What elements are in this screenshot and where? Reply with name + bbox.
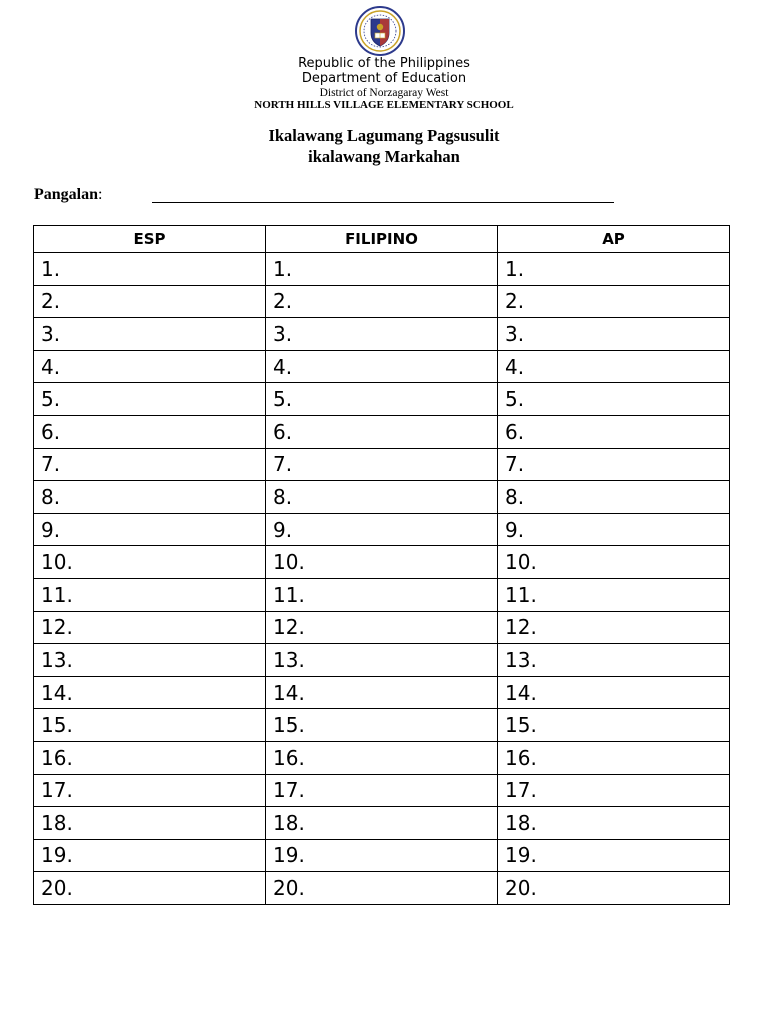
answer-cell-ap[interactable]: 17. <box>498 774 730 807</box>
answer-cell-filipino[interactable]: 6. <box>266 415 498 448</box>
answer-cell-esp[interactable]: 4. <box>34 350 266 383</box>
answer-cell-filipino[interactable]: 11. <box>266 578 498 611</box>
answer-cell-filipino[interactable]: 8. <box>266 481 498 514</box>
answer-cell-filipino[interactable]: 17. <box>266 774 498 807</box>
table-row <box>34 611 730 644</box>
answer-cell-ap[interactable]: 13. <box>498 644 730 677</box>
answer-cell-ap[interactable]: 5. <box>498 383 730 416</box>
table-row <box>34 774 730 807</box>
answer-cell-filipino[interactable]: 1. <box>266 253 498 286</box>
header-school: NORTH HILLS VILLAGE ELEMENTARY SCHOOL <box>254 99 514 111</box>
answer-cell-esp[interactable]: 2. <box>34 285 266 318</box>
table-row <box>34 839 730 872</box>
table-row <box>34 741 730 774</box>
answer-cell-esp[interactable]: 14. <box>34 676 266 709</box>
answer-cell-filipino[interactable]: 5. <box>266 383 498 416</box>
answer-cell-filipino[interactable]: 4. <box>266 350 498 383</box>
table-row <box>34 285 730 318</box>
table-row <box>34 481 730 514</box>
answer-cell-ap[interactable]: 16. <box>498 741 730 774</box>
answer-cell-esp[interactable]: 8. <box>34 481 266 514</box>
answer-cell-filipino[interactable]: 7. <box>266 448 498 481</box>
answer-cell-filipino[interactable]: 18. <box>266 807 498 840</box>
answer-cell-ap[interactable]: 20. <box>498 872 730 905</box>
answer-cell-esp[interactable]: 11. <box>34 578 266 611</box>
header-department: Department of Education <box>301 71 467 86</box>
answer-cell-esp[interactable]: 12. <box>34 611 266 644</box>
answer-cell-ap[interactable]: 15. <box>498 709 730 742</box>
answer-cell-esp[interactable]: 10. <box>34 546 266 579</box>
answer-cell-filipino[interactable]: 13. <box>266 644 498 677</box>
table-row <box>34 807 730 840</box>
answer-cell-esp[interactable]: 1. <box>34 253 266 286</box>
exam-subtitle: ikalawang Markahan <box>308 147 460 166</box>
answer-cell-ap[interactable]: 19. <box>498 839 730 872</box>
table-row <box>34 253 730 286</box>
answer-cell-esp[interactable]: 17. <box>34 774 266 807</box>
deped-seal-icon <box>351 6 409 56</box>
table-row <box>34 318 730 351</box>
header-district: District of Norzagaray West <box>319 87 449 99</box>
answer-cell-ap[interactable]: 6. <box>498 415 730 448</box>
column-header-esp: ESP <box>34 226 266 253</box>
column-header-filipino: FILIPINO <box>266 226 498 253</box>
header-republic: Republic of the Philippines <box>298 56 470 71</box>
answer-cell-esp[interactable]: 18. <box>34 807 266 840</box>
answer-cell-esp[interactable]: 15. <box>34 709 266 742</box>
answer-cell-esp[interactable]: 20. <box>34 872 266 905</box>
answer-cell-filipino[interactable]: 20. <box>266 872 498 905</box>
answer-cell-esp[interactable]: 5. <box>34 383 266 416</box>
answer-cell-esp[interactable]: 9. <box>34 513 266 546</box>
exam-title: Ikalawang Lagumang Pagsusulit <box>268 126 500 145</box>
answer-cell-ap[interactable]: 1. <box>498 253 730 286</box>
answer-cell-filipino[interactable]: 10. <box>266 546 498 579</box>
answer-cell-ap[interactable]: 18. <box>498 807 730 840</box>
answer-cell-ap[interactable]: 7. <box>498 448 730 481</box>
table-row <box>34 578 730 611</box>
answer-cell-ap[interactable]: 10. <box>498 546 730 579</box>
answer-table-header <box>34 226 730 253</box>
table-row <box>34 350 730 383</box>
answer-cell-ap[interactable]: 12. <box>498 611 730 644</box>
answer-cell-ap[interactable]: 3. <box>498 318 730 351</box>
answer-cell-filipino[interactable]: 9. <box>266 513 498 546</box>
answer-cell-ap[interactable]: 11. <box>498 578 730 611</box>
name-label: Pangalan <box>34 186 99 203</box>
answer-cell-filipino[interactable]: 14. <box>266 676 498 709</box>
table-row <box>34 415 730 448</box>
answer-cell-filipino[interactable]: 3. <box>266 318 498 351</box>
answer-cell-ap[interactable]: 14. <box>498 676 730 709</box>
answer-cell-esp[interactable]: 3. <box>34 318 266 351</box>
answer-cell-esp[interactable]: 13. <box>34 644 266 677</box>
answer-cell-filipino[interactable]: 12. <box>266 611 498 644</box>
name-field[interactable] <box>34 186 614 204</box>
table-row <box>34 448 730 481</box>
answer-cell-esp[interactable]: 7. <box>34 448 266 481</box>
table-row <box>34 709 730 742</box>
answer-cell-filipino[interactable]: 19. <box>266 839 498 872</box>
name-blank-line[interactable] <box>152 202 614 203</box>
table-row <box>34 383 730 416</box>
answer-cell-ap[interactable]: 8. <box>498 481 730 514</box>
table-row <box>34 676 730 709</box>
table-row <box>34 513 730 546</box>
answer-cell-ap[interactable]: 2. <box>498 285 730 318</box>
name-colon: : <box>98 186 103 203</box>
answer-cell-esp[interactable]: 6. <box>34 415 266 448</box>
answer-table <box>33 225 730 905</box>
table-row <box>34 872 730 905</box>
answer-cell-filipino[interactable]: 2. <box>266 285 498 318</box>
column-header-ap: AP <box>498 226 730 253</box>
table-row <box>34 546 730 579</box>
answer-cell-ap[interactable]: 9. <box>498 513 730 546</box>
answer-cell-esp[interactable]: 16. <box>34 741 266 774</box>
answer-cell-esp[interactable]: 19. <box>34 839 266 872</box>
answer-cell-filipino[interactable]: 15. <box>266 709 498 742</box>
table-row <box>34 644 730 677</box>
answer-cell-filipino[interactable]: 16. <box>266 741 498 774</box>
answer-cell-ap[interactable]: 4. <box>498 350 730 383</box>
